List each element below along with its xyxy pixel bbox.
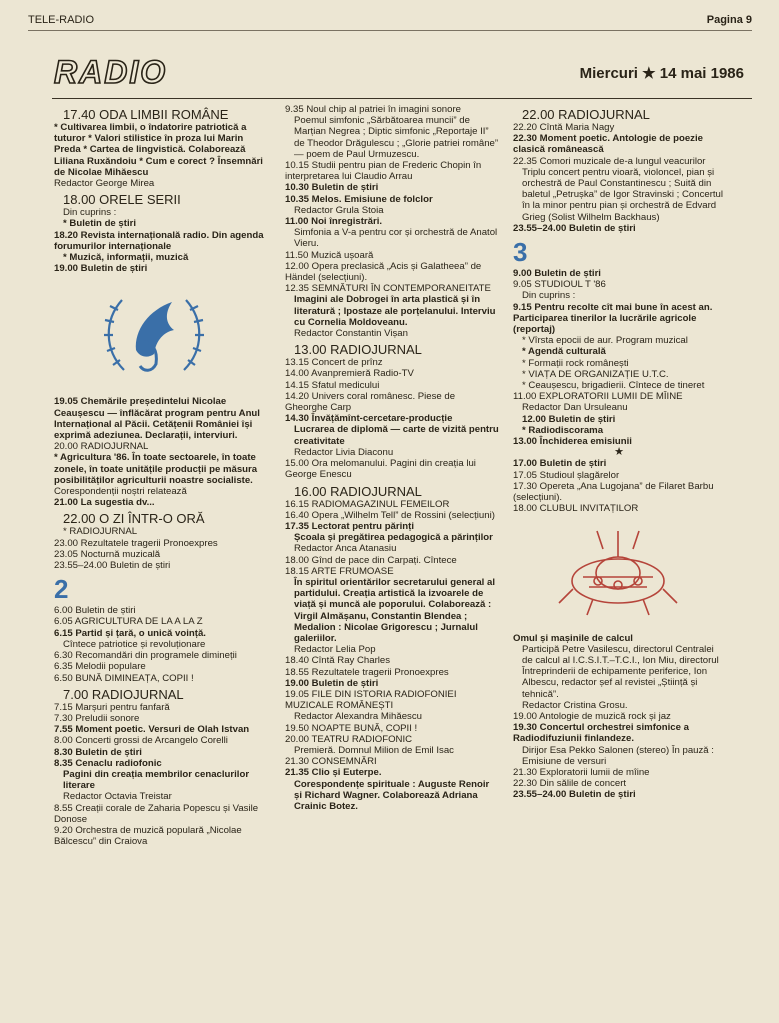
col2-listing: În spiritul orientărilor secretarului general al partidului. Creația artistică la izvoarele de viață și muncă ale poporului. Colaborează : Virgil Almășanu, Constantin Blendea ; Medalion : Nicolae Grigorescu ; Jurnalul galeriilor. [294, 576, 495, 644]
col3-listing: 13.00 Închiderea emisiunii [513, 436, 632, 448]
col1-listing: * RADIOJURNAL [63, 526, 138, 538]
col2-listing: 14.30 Învățămînt-cercetare-producție [285, 413, 453, 425]
col3-listing: Omul și mașinile de calcul [513, 632, 633, 644]
col2-listing: 19.05 FILE DIN ISTORIA RADIOFONIEI MUZICALE ROMÂNEȘTI [285, 688, 457, 712]
col3-listing: 9.00 Buletin de știri [513, 268, 601, 280]
col1-listing: 6.35 Melodii populare [54, 661, 146, 673]
col1-listing: * Buletin de știri [63, 218, 137, 230]
col2-listing: Redactor Livia Diaconu [294, 446, 394, 458]
col2-listing: Corespondențe spirituale : Auguste Renoir și Richard Wagner. Colaborează Adriana Crainic Botez. [294, 778, 490, 812]
col1-listing: * Agricultura '86. În toate sectoarele, în toate zonele, în toate unitățile producții pe măsura posibilităților agriculturii noastre socialiste. [54, 452, 258, 486]
col1-listing: 8.30 Buletin de știri [54, 746, 142, 758]
col3-listing: Triplu concert pentru vioară, violoncel, pian și orchestră de Paul Constantinescu ; Suită din baletul „Petrușka” de Igor Stravinski ; Concertul în la minor pentru pian și orchestră de Edvard Grieg (Solist Wilhelm Backhaus) [522, 166, 724, 223]
col3-listing: Participă Petre Vasilescu, directorul Centralei de calcul al I.C.S.I.T.–T.C.I., Ion Miu, directorul Întreprinderii de echipamente periferice, Ion Albescu, redactor șef al revistei „Știință și tehnică”. [522, 643, 719, 700]
col1-listing: Redactor George Mirea [54, 178, 155, 190]
col1-listing: 18.00 ORELE SERII [63, 192, 181, 208]
col1-listing: 20.00 RADIOJURNAL [54, 441, 149, 453]
col1-listing: Din cuprins : [63, 207, 117, 219]
col3-listing: 21.30 Exploratorii lumii de mîine [513, 766, 650, 778]
col1-listing: 8.55 Creații corale de Zaharia Popescu și Vasile Donose [54, 802, 259, 825]
col2-listing: Redactor Lelia Pop [294, 644, 376, 656]
col2-listing: 11.50 Muzică ușoară [285, 249, 374, 261]
col1-listing: 7.00 RADIOJURNAL [63, 686, 184, 702]
col3-listing: Redactor Dan Ursuleanu [522, 402, 628, 414]
col1-listing: 7.55 Moment poetic. Versuri de Olah Istvan [54, 724, 250, 736]
col3-listing: 12.00 Buletin de știri [522, 413, 616, 425]
col1-listing: 18.20 Revista internațională radio. Din agenda forumurilor internaționale [54, 229, 264, 252]
col2-listing: 13.00 RADIOJURNAL [294, 342, 422, 358]
col3-listing: 23.55–24.00 Buletin de știri [513, 222, 636, 234]
col2-listing: 12.00 Opera preclasică „Acis și Galatheea” de Händel (selecțiuni). [285, 260, 482, 284]
col2-listing: 16.00 RADIOJURNAL [294, 483, 422, 499]
col1-listing: 7.30 Preludii sonore [54, 712, 140, 724]
col2-listing: 17.35 Lectorat pentru părinți [285, 520, 415, 532]
col3-listing: ★ [614, 446, 624, 459]
col3-listing: Din cuprins : [522, 290, 576, 302]
col1-listing: 8.00 Concerti grossi de Arcangelo Corelli [54, 735, 228, 747]
col3-listing: 22.20 Cîntă Maria Nagy [513, 122, 615, 133]
col3-listing: 22.35 Comori muzicale de-a lungul veacurilor [513, 155, 706, 167]
col1-day-number: 2 [54, 574, 69, 605]
col2-listing: 20.00 TEATRU RADIOFONIC [285, 733, 413, 745]
col3-listing: Dirijor Esa Pekko Salonen (stereo) În pauză : Emisiune de versuri [522, 744, 714, 767]
col2-listing: 18.15 ARTE FRUMOASE [285, 565, 394, 577]
col1-listing: 23.55–24.00 Buletin de știri [54, 560, 171, 572]
col1-listing: 6.00 Buletin de știri [54, 605, 136, 617]
col2-listing: 18.40 Cîntă Ray Charles [285, 655, 391, 667]
col2-listing: Redactor Grula Stoia [294, 204, 384, 216]
col2-listing: 16.40 Opera „Wilhelm Tell” de Rossini (selecțiuni) [285, 509, 495, 521]
col3-listing: 11.00 EXPLORATORII LUMII DE MÎINE [513, 391, 683, 403]
col2-listing: 10.35 Melos. Emisiune de folclor [285, 193, 433, 205]
col1-listing: 6.15 Partid și țară, o unică voință. [54, 627, 206, 639]
spaceship-illustration-icon [553, 519, 683, 629]
col2-listing: Imagini ale Dobrogei în arta plastică și în literatură ; Ipostaze ale porțelanului. Interviu cu Cornelia Moldoveanu. [294, 294, 496, 328]
column-2 [285, 104, 499, 812]
col2-listing: 14.00 Avanpremieră Radio-TV [285, 368, 414, 380]
column-1 [54, 104, 272, 847]
col3-listing: 18.00 CLUBUL INVITAȚILOR [513, 503, 639, 515]
col1-listing: 6.50 BUNĂ DIMINEAȚA, COPII ! [54, 672, 194, 684]
radio-logo: RADIO [54, 54, 168, 90]
program-date: Miercuri ★ 14 mai 1986 [579, 65, 744, 82]
col1-listing: * Cultivarea limbii, o îndatorire patriotică a tuturor * Valori stilistice în proza lui Marin Preda * Cartea de lingvistică. Colaborează Liliana Ruxăndoiu * Cum e corect ? Însemnări de Nicolae Mihăescu [54, 122, 263, 178]
col2-listing: 14.20 Univers coral românesc. Piese de Gheorghe Carp [285, 390, 456, 414]
col1-listing: 8.35 Cenaclu radiofonic [54, 757, 162, 769]
col3-listing: 19.00 Antologie de muzică rock și jaz [513, 710, 671, 722]
col1-listing: Corespondenții noștri relatează [54, 486, 187, 498]
dove-peace-emblem-icon [94, 280, 214, 390]
publication-name: TELE-RADIO [28, 14, 95, 26]
masthead-divider [52, 98, 752, 99]
col3-listing: * VIAȚA DE ORGANIZAȚIE U.T.C. [522, 368, 669, 380]
col3-listing: 17.00 Buletin de știri [513, 458, 607, 470]
col2-listing: 14.15 Sfatul medicului [285, 379, 380, 391]
col1-listing: 17.40 ODA LIMBII ROMÂNE [63, 107, 229, 122]
col2-listing: Premieră. Domnul Milion de Emil Isac [294, 744, 454, 756]
col3-listing: 9.05 STUDIOUL T '86 [513, 279, 606, 291]
col2-listing: 15.00 Ora melomanului. Pagini din creația lui George Enescu [285, 458, 476, 481]
col2-listing: 16.15 RADIOMAGAZINUL FEMEILOR [285, 498, 450, 510]
col1-listing: Cîntece patriotice și revoluționare [63, 638, 206, 650]
col1-listing: 19.00 Buletin de știri [54, 263, 148, 275]
col3-listing: 19.30 Concertul orchestrei simfonice a Radiodifuziunii finlandeze. [513, 722, 689, 745]
col2-listing: Redactor Anca Atanasiu [294, 543, 397, 555]
col3-listing: * Formații rock românești [522, 357, 629, 369]
col2-listing: Redactor Constantin Vișan [294, 328, 408, 340]
col2-listing: Lucrarea de diplomă — carte de vizită pentru creativitate [294, 424, 499, 447]
col2-listing: 19.50 NOAPTE BUNĂ, COPII ! [285, 722, 418, 734]
col2-listing: 21.35 Clio și Euterpe. [285, 767, 382, 779]
col1-listing: 6.30 Recomandări din programele dimineții [54, 650, 237, 662]
col1-listing: 9.20 Orchestra de muzică populară „Nicolae Bălcescu” din Craiova [54, 824, 242, 848]
col1-listing: * Muzică, informații, muzică [63, 252, 189, 264]
col2-listing: 21.30 CONSEMNĂRI [285, 756, 377, 768]
col2-listing: 13.15 Concert de prînz [285, 357, 383, 369]
col3-listing: * Vîrsta epocii de aur. Program muzical [522, 335, 688, 347]
col2-listing: 12.35 SEMNĂTURI ÎN CONTEMPORANEITATE [285, 283, 491, 295]
col1-listing: Pagini din creația membrilor cenaclurilor literare [63, 768, 250, 792]
col1-listing: 19.05 Chemările președintelui Nicolae Ceaușescu — înflăcărat program pentru Anul Internațional al Păcii. Cetățenii României își exprimă adeziunea. Declarații, interviuri. [54, 396, 260, 442]
col3-listing: * Radiodiscorama [522, 424, 604, 436]
col1-listing: 6.05 AGRICULTURA DE LA A LA Z [54, 616, 203, 628]
col2-listing: 18.55 Rezultatele tragerii Pronoexpres [285, 666, 449, 678]
col3-listing: Redactor Cristina Grosu. [522, 699, 628, 711]
col3-listing: * Ceaușescu, brigadierii. Cîntece de tineret [522, 380, 705, 392]
col3-listing: 17.05 Studioul șlagărelor [513, 469, 620, 481]
col2-listing: 10.30 Buletin de știri [285, 182, 379, 194]
col3-listing: 22.30 Din sălile de concert [513, 778, 627, 790]
radio-masthead [52, 50, 752, 96]
col2-listing: Simfonia a V-a pentru cor și orchestră de Anatol Vieru. [294, 227, 498, 250]
col1-listing: 7.15 Marșuri pentru fanfară [54, 701, 170, 713]
col3-listing: 22.00 RADIOJURNAL [522, 107, 650, 122]
col2-listing: 18.00 Gînd de pace din Carpați. Cîntece [285, 554, 457, 566]
page-header [28, 14, 752, 31]
col2-listing: Poemul simfonic „Sărbătoarea muncii” de Marțian Negrea ; Diptic simfonic „Reportaje II” de Theodor Drăgulescu ; „Glorie patriei române” — poem de Paul Urmuzescu. [294, 115, 499, 160]
column-3 [513, 104, 725, 801]
col1-listing: Redactor Octavia Treistar [63, 791, 172, 803]
col3-listing: 17.30 Opereta „Ana Lugojana” de Filaret Barbu (selecțiuni). [513, 480, 714, 504]
col1-listing: 22.00 O ZI ÎNTR-O ORĂ [63, 511, 205, 527]
col2-listing: 11.00 Noi înregistrări. [285, 216, 383, 228]
col1-listing: 23.00 Rezultatele tragerii Pronoexpres [54, 537, 218, 549]
col1-listing: 21.00 La sugestia dv... [54, 497, 155, 509]
col1-listing: 23.05 Nocturnă muzicală [54, 548, 161, 560]
col3-listing: 23.55–24.00 Buletin de știri [513, 789, 636, 801]
col2-listing: Redactor Alexandra Mihăescu [294, 711, 422, 723]
col2-listing: 9.35 Noul chip al patriei în imagini sonore [285, 104, 461, 115]
col3-listing: 22.30 Moment poetic. Antologie de poezie clasică românească [513, 133, 703, 156]
col3-listing: * Agendă culturală [522, 346, 606, 358]
col3-listing: 9.15 Pentru recolte cît mai bune în acest an. Participarea tinerilor la lucrările agricole (reportaj) [513, 301, 713, 336]
page-number: Pagina 9 [706, 14, 752, 26]
col2-listing: 19.00 Buletin de știri [285, 677, 379, 689]
col2-listing: Școala și pregătirea pedagogică a părinților [294, 532, 493, 544]
col2-listing: 10.15 Studii pentru pian de Frederic Chopin în interpretarea lui Claudio Arrau [285, 160, 482, 183]
col3-day-number: 3 [513, 237, 528, 268]
